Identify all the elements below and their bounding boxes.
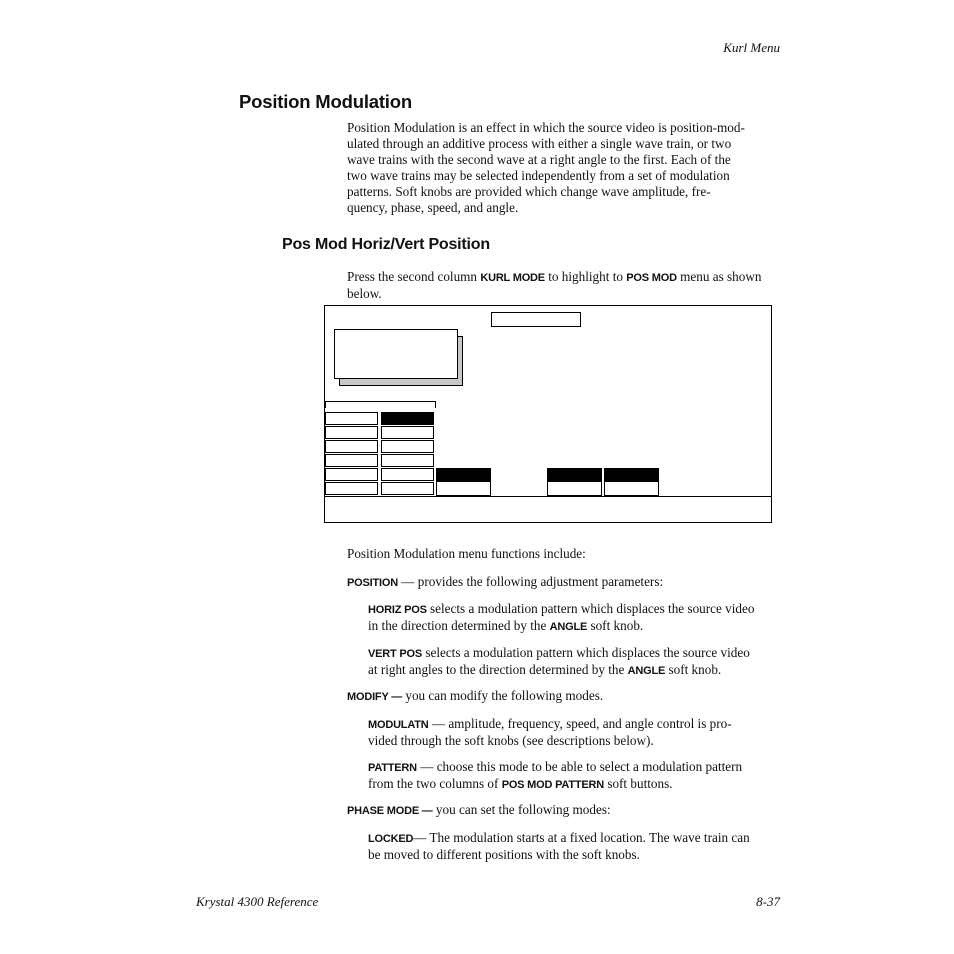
intro-line: ulated through an additive process with either a single wave train, or two [347, 136, 732, 151]
soft-button[interactable] [325, 412, 378, 425]
running-header: Kurl Menu [723, 40, 780, 55]
modulatn-text: — amplitude, frequency, speed, and angle control is pro- [428, 716, 732, 731]
pattern-item [368, 759, 781, 793]
modify-text: you can modify the following modes. [402, 688, 604, 703]
footer-book-title: Krystal 4300 Reference [196, 894, 319, 909]
modify-keyword: MODIFY — [347, 691, 403, 703]
soft-button-selected[interactable] [381, 412, 434, 425]
kurl-mode-keyword: KURL MODE [480, 272, 545, 284]
intro-line: patterns. Soft knobs are provided which change wave amplitude, fre- [347, 184, 711, 199]
pattern-text: from the two columns of [368, 776, 502, 791]
soft-button[interactable] [325, 426, 378, 439]
intro-line: wave trains with the second wave at a right angle to the first. Each of the [347, 152, 731, 167]
section-subtitle: Pos Mod Horiz/Vert Position [282, 236, 490, 253]
position-item [347, 574, 781, 591]
vert-pos-text: soft knob. [665, 662, 722, 677]
modulatn-item [368, 716, 781, 749]
intro-line: quency, phase, speed, and angle. [347, 200, 519, 215]
soft-button[interactable] [381, 468, 434, 481]
column-header [325, 401, 436, 408]
menu-title-field [491, 312, 581, 327]
soft-button[interactable] [325, 468, 378, 481]
intro-line: two wave trains may be selected independently from a set of modulation [347, 168, 730, 183]
locked-text: — The modulation starts at a fixed location. The wave train can [413, 830, 750, 845]
soft-button[interactable] [381, 454, 434, 467]
intro-paragraph [347, 120, 781, 216]
modulatn-text: vided through the soft knobs (see descriptions below). [368, 733, 654, 748]
phase-mode-text: you can set the following modes: [432, 802, 611, 817]
horiz-pos-item [368, 601, 781, 635]
pos-mod-pattern-keyword: POS MOD PATTERN [501, 779, 605, 791]
page-title: Position Modulation [239, 91, 412, 112]
vert-pos-text: selects a modulation pattern which displaces the source video [422, 645, 750, 660]
phase-mode-item [347, 802, 781, 819]
angle-keyword: ANGLE [549, 621, 588, 633]
functions-intro: Position Modulation menu functions include: [347, 546, 586, 561]
pattern-keyword: PATTERN [368, 762, 417, 774]
angle-keyword: ANGLE [627, 665, 666, 677]
horiz-pos-text: in the direction determined by the [368, 618, 550, 633]
info-panel [334, 329, 458, 379]
soft-button[interactable] [381, 426, 434, 439]
modulatn-keyword: MODULATN [368, 719, 429, 731]
knob-button[interactable] [436, 468, 491, 496]
soft-button[interactable] [325, 454, 378, 467]
horiz-pos-text: selects a modulation pattern which displaces the source video [426, 601, 755, 616]
knob-button[interactable] [547, 468, 602, 496]
press-paragraph [347, 269, 781, 302]
modify-item [347, 688, 781, 705]
soft-button[interactable] [325, 482, 378, 495]
intro-line: Position Modulation is an effect in which the source video is position-mod- [347, 120, 745, 135]
vert-pos-item [368, 645, 781, 679]
pattern-text: soft buttons. [604, 776, 673, 791]
knob-button[interactable] [604, 468, 659, 496]
horiz-pos-text: soft knob. [587, 618, 644, 633]
vert-pos-keyword: VERT POS [368, 648, 423, 660]
position-keyword: POSITION [347, 577, 398, 589]
soft-button[interactable] [381, 482, 434, 495]
press-text: Press the second column [347, 269, 481, 284]
status-bar [325, 496, 771, 497]
pos-mod-menu-figure [324, 305, 772, 523]
phase-mode-keyword: PHASE MODE — [347, 805, 433, 817]
vert-pos-text: at right angles to the direction determined by the [368, 662, 628, 677]
position-text: — provides the following adjustment parameters: [397, 574, 664, 589]
locked-item [368, 830, 781, 863]
press-text: menu as shown [676, 269, 762, 284]
press-text: to highlight to [544, 269, 627, 284]
press-text: below. [347, 286, 382, 301]
soft-button[interactable] [325, 440, 378, 453]
locked-keyword: LOCKED [368, 833, 414, 845]
pattern-text: — choose this mode to be able to select a modulation pattern [416, 759, 743, 774]
horiz-pos-keyword: HORIZ POS [368, 604, 427, 616]
locked-text: be moved to different positions with the soft knobs. [368, 847, 640, 862]
soft-button[interactable] [381, 440, 434, 453]
pos-mod-keyword: POS MOD [626, 272, 677, 284]
footer-page-number: 8-37 [756, 894, 780, 909]
